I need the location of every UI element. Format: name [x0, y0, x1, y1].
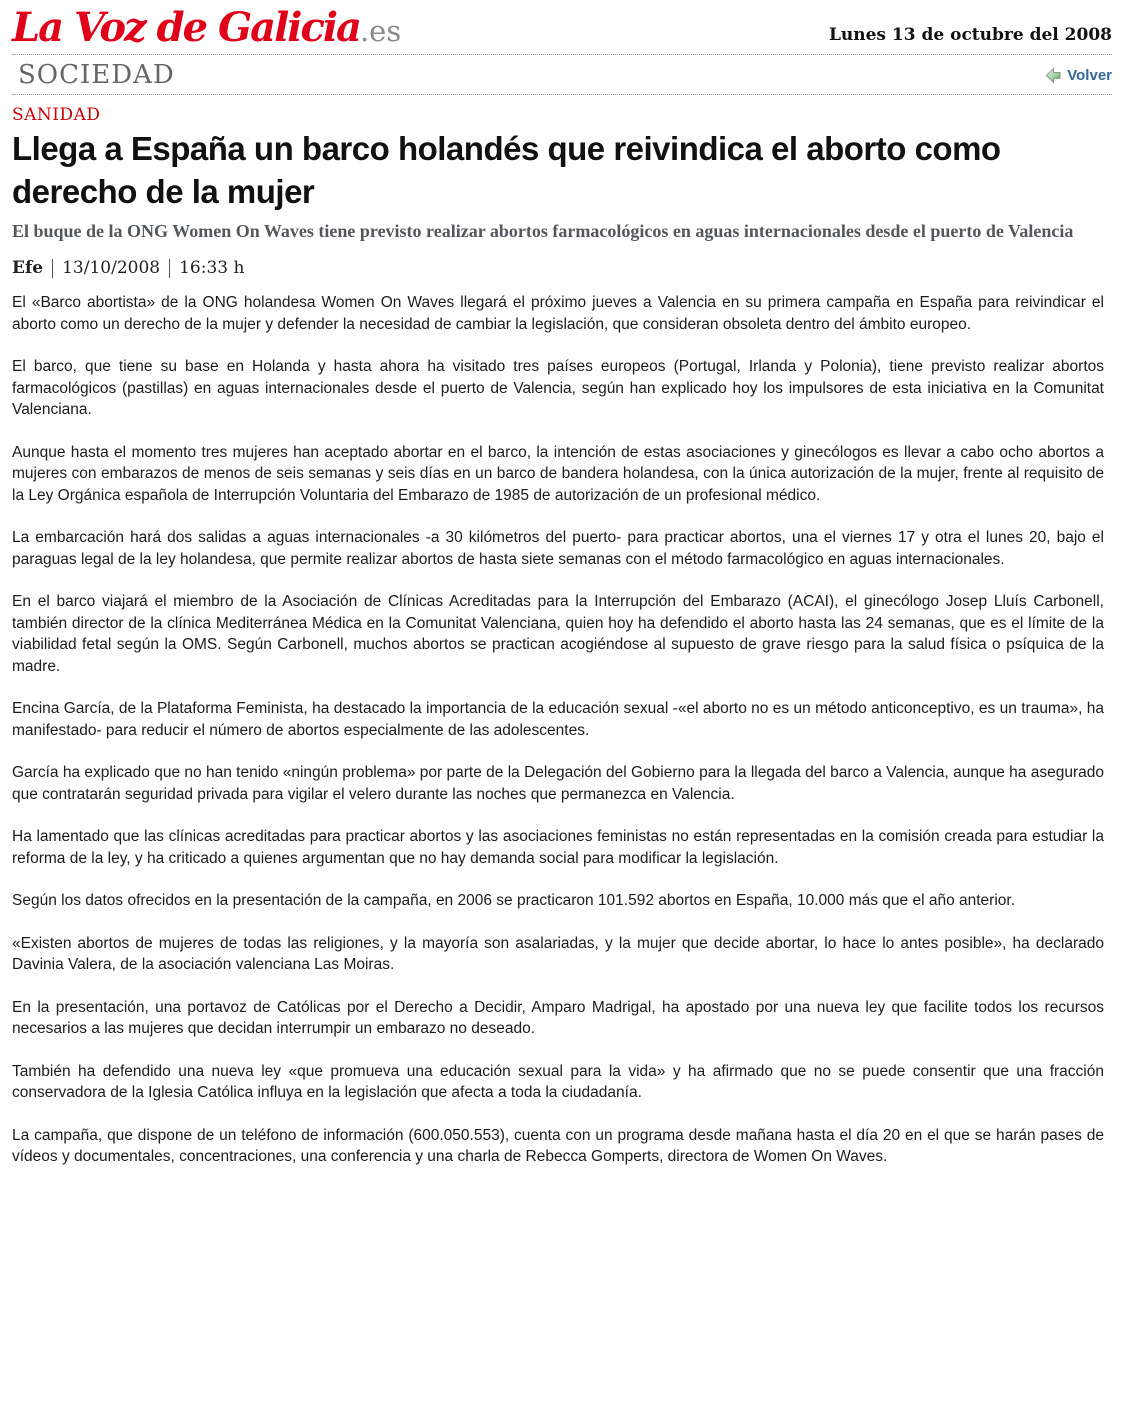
byline-date: 13/10/2008: [62, 258, 161, 278]
article: [12, 95, 1112, 1168]
article-kicker: SANIDAD: [12, 105, 101, 125]
article-byline: [12, 258, 1112, 278]
article-paragraph: En la presentación, una portavoz de Católicas por el Derecho a Decidir, Amparo Madrigal, ha apostado por una nueva ley que facilite todos los recursos necesarios a las mujeres que decidan interrumpir un embarazo no deseado.: [12, 998, 1104, 1037]
article-paragraph: También ha defendido una nueva ley «que promueva una educación sexual para la vida» y ha afirmado que no se puede consentir que una fracción conservadora de la Iglesia Católica influya en la legislación que afecta a toda la ciudadanía.: [12, 1062, 1104, 1101]
masthead-date: Lunes 13 de octubre del 2008: [828, 25, 1112, 45]
article-paragraph: La embarcación hará dos salidas a aguas internacionales -a 30 kilómetros del puerto- para practicar abortos, una el viernes 17 y otra el lunes 20, bajo el paraguas legal de la ley holandesa, que permite realizar abortos de hasta siete semanas con el método farmacológico en aguas internacionales.: [12, 529, 1104, 568]
byline-separator: [52, 259, 53, 278]
article-paragraph: El «Barco abortista» de la ONG holandesa Women On Waves llegará el próximo jueves a Valencia en su primera campaña en España para reivindicar el aborto como un derecho de la mujer y defender la necesidad de cambiar la legislación, que consideran obsoleta dentro del ámbito europeo.: [12, 294, 1104, 333]
byline-time: 16:33 h: [179, 258, 245, 278]
article-paragraph: Ha lamentado que las clínicas acreditadas para practicar abortos y las asociaciones feministas no están representadas en la comisión creada para estudiar la reforma de la ley, y ha criticado a quienes argumentan que no hay demanda social para modificar la legislación.: [12, 828, 1104, 867]
article-paragraph: Encina García, de la Plataforma Feminista, ha destacado la importancia de la educación sexual -«el aborto no es un método anticonceptivo, es un trauma», ha manifestado- para reducir el número de abortos especialmente de las adolescentes.: [12, 700, 1104, 739]
section-bar: [12, 55, 1112, 94]
back-link-label: Volver: [1067, 66, 1112, 84]
article-paragraph: Según los datos ofrecidos en la presentación de la campaña, en 2006 se practicaron 101.592 abortos en España, 10.000 más que el año anterior.: [12, 892, 1016, 909]
masthead: [12, 0, 1112, 54]
back-link[interactable]: [1045, 67, 1112, 84]
byline-separator: [169, 259, 170, 278]
byline-agency: Efe: [12, 258, 44, 278]
article-paragraph: García ha explicado que no han tenido «ningún problema» por parte de la Delegación del Gobierno para la llegada del barco a Valencia, aunque ha asegurado que contratarán seguridad privada para vigilar el velero durante las noches que permanezca en Valencia.: [12, 764, 1104, 803]
article-headline: Llega a España un barco holandés que reivindica el aborto como derecho de la mujer: [12, 130, 1001, 210]
back-arrow-icon: [1045, 67, 1062, 84]
article-paragraph: «Existen abortos de mujeres de todas las religiones, y la mayoría son asalariadas, y la mujer que decide abortar, lo hace lo antes posible», ha declarado Davinia Valera, de la asociación valenciana Las Moiras.: [12, 934, 1104, 973]
site-logo-text: La Voz de Galicia: [12, 4, 360, 51]
article-paragraph: En el barco viajará el miembro de la Asociación de Clínicas Acreditadas para la Interrupción del Embarazo (ACAI), el ginecólogo Josep Lluís Carbonell, también director de la clínica Mediterránea Médica en la Comunitat Valenciana, quien hoy ha defendido el aborto hasta las 24 semanas, que es el límite de la viabilidad fetal según la OMS. Según Carbonell, muchos abortos se practican acogiéndose al supuesto de grave riesgo para la salud física o psíquica de la madre.: [12, 593, 1104, 675]
site-logo[interactable]: [12, 4, 402, 51]
article-subheadline: El buque de la ONG Women On Waves tiene previsto realizar abortos farmacológicos en aguas internacionales desde el puerto de Valencia: [12, 221, 1074, 241]
article-paragraph: El barco, que tiene su base en Holanda y hasta ahora ha visitado tres países europeos (Portugal, Irlanda y Polonia), tiene previsto realizar abortos farmacológicos (pastillas) en aguas internacionales desde el puerto de Valencia, según han explicado hoy los impulsores de esta iniciativa en la Comunitat Valenciana.: [12, 358, 1104, 418]
page: [12, 0, 1112, 1229]
article-paragraph: Aunque hasta el momento tres mujeres han aceptado abortar en el barco, la intención de estas asociaciones y ginecólogos es llevar a cabo ocho abortos a mujeres con embarazos de menos de seis semanas y seis días en un barco de bandera holandesa, con la única autorización de la mujer, frente al requisito de la Ley Orgánica española de Interrupción Voluntaria del Embarazo de 1985 de autorización de un profesional médico.: [12, 443, 1104, 504]
article-body: [12, 292, 1112, 1168]
section-title: SOCIEDAD: [18, 60, 175, 90]
site-logo-domain: .es: [359, 14, 402, 48]
article-paragraph: La campaña, que dispone de un teléfono de información (600.050.553), cuenta con un programa desde mañana hasta el día 20 en el que se harán pases de vídeos y documentales, concentraciones, una conferencia y una charla de Rebecca Gomperts, directora de Women On Waves.: [12, 1126, 1104, 1165]
